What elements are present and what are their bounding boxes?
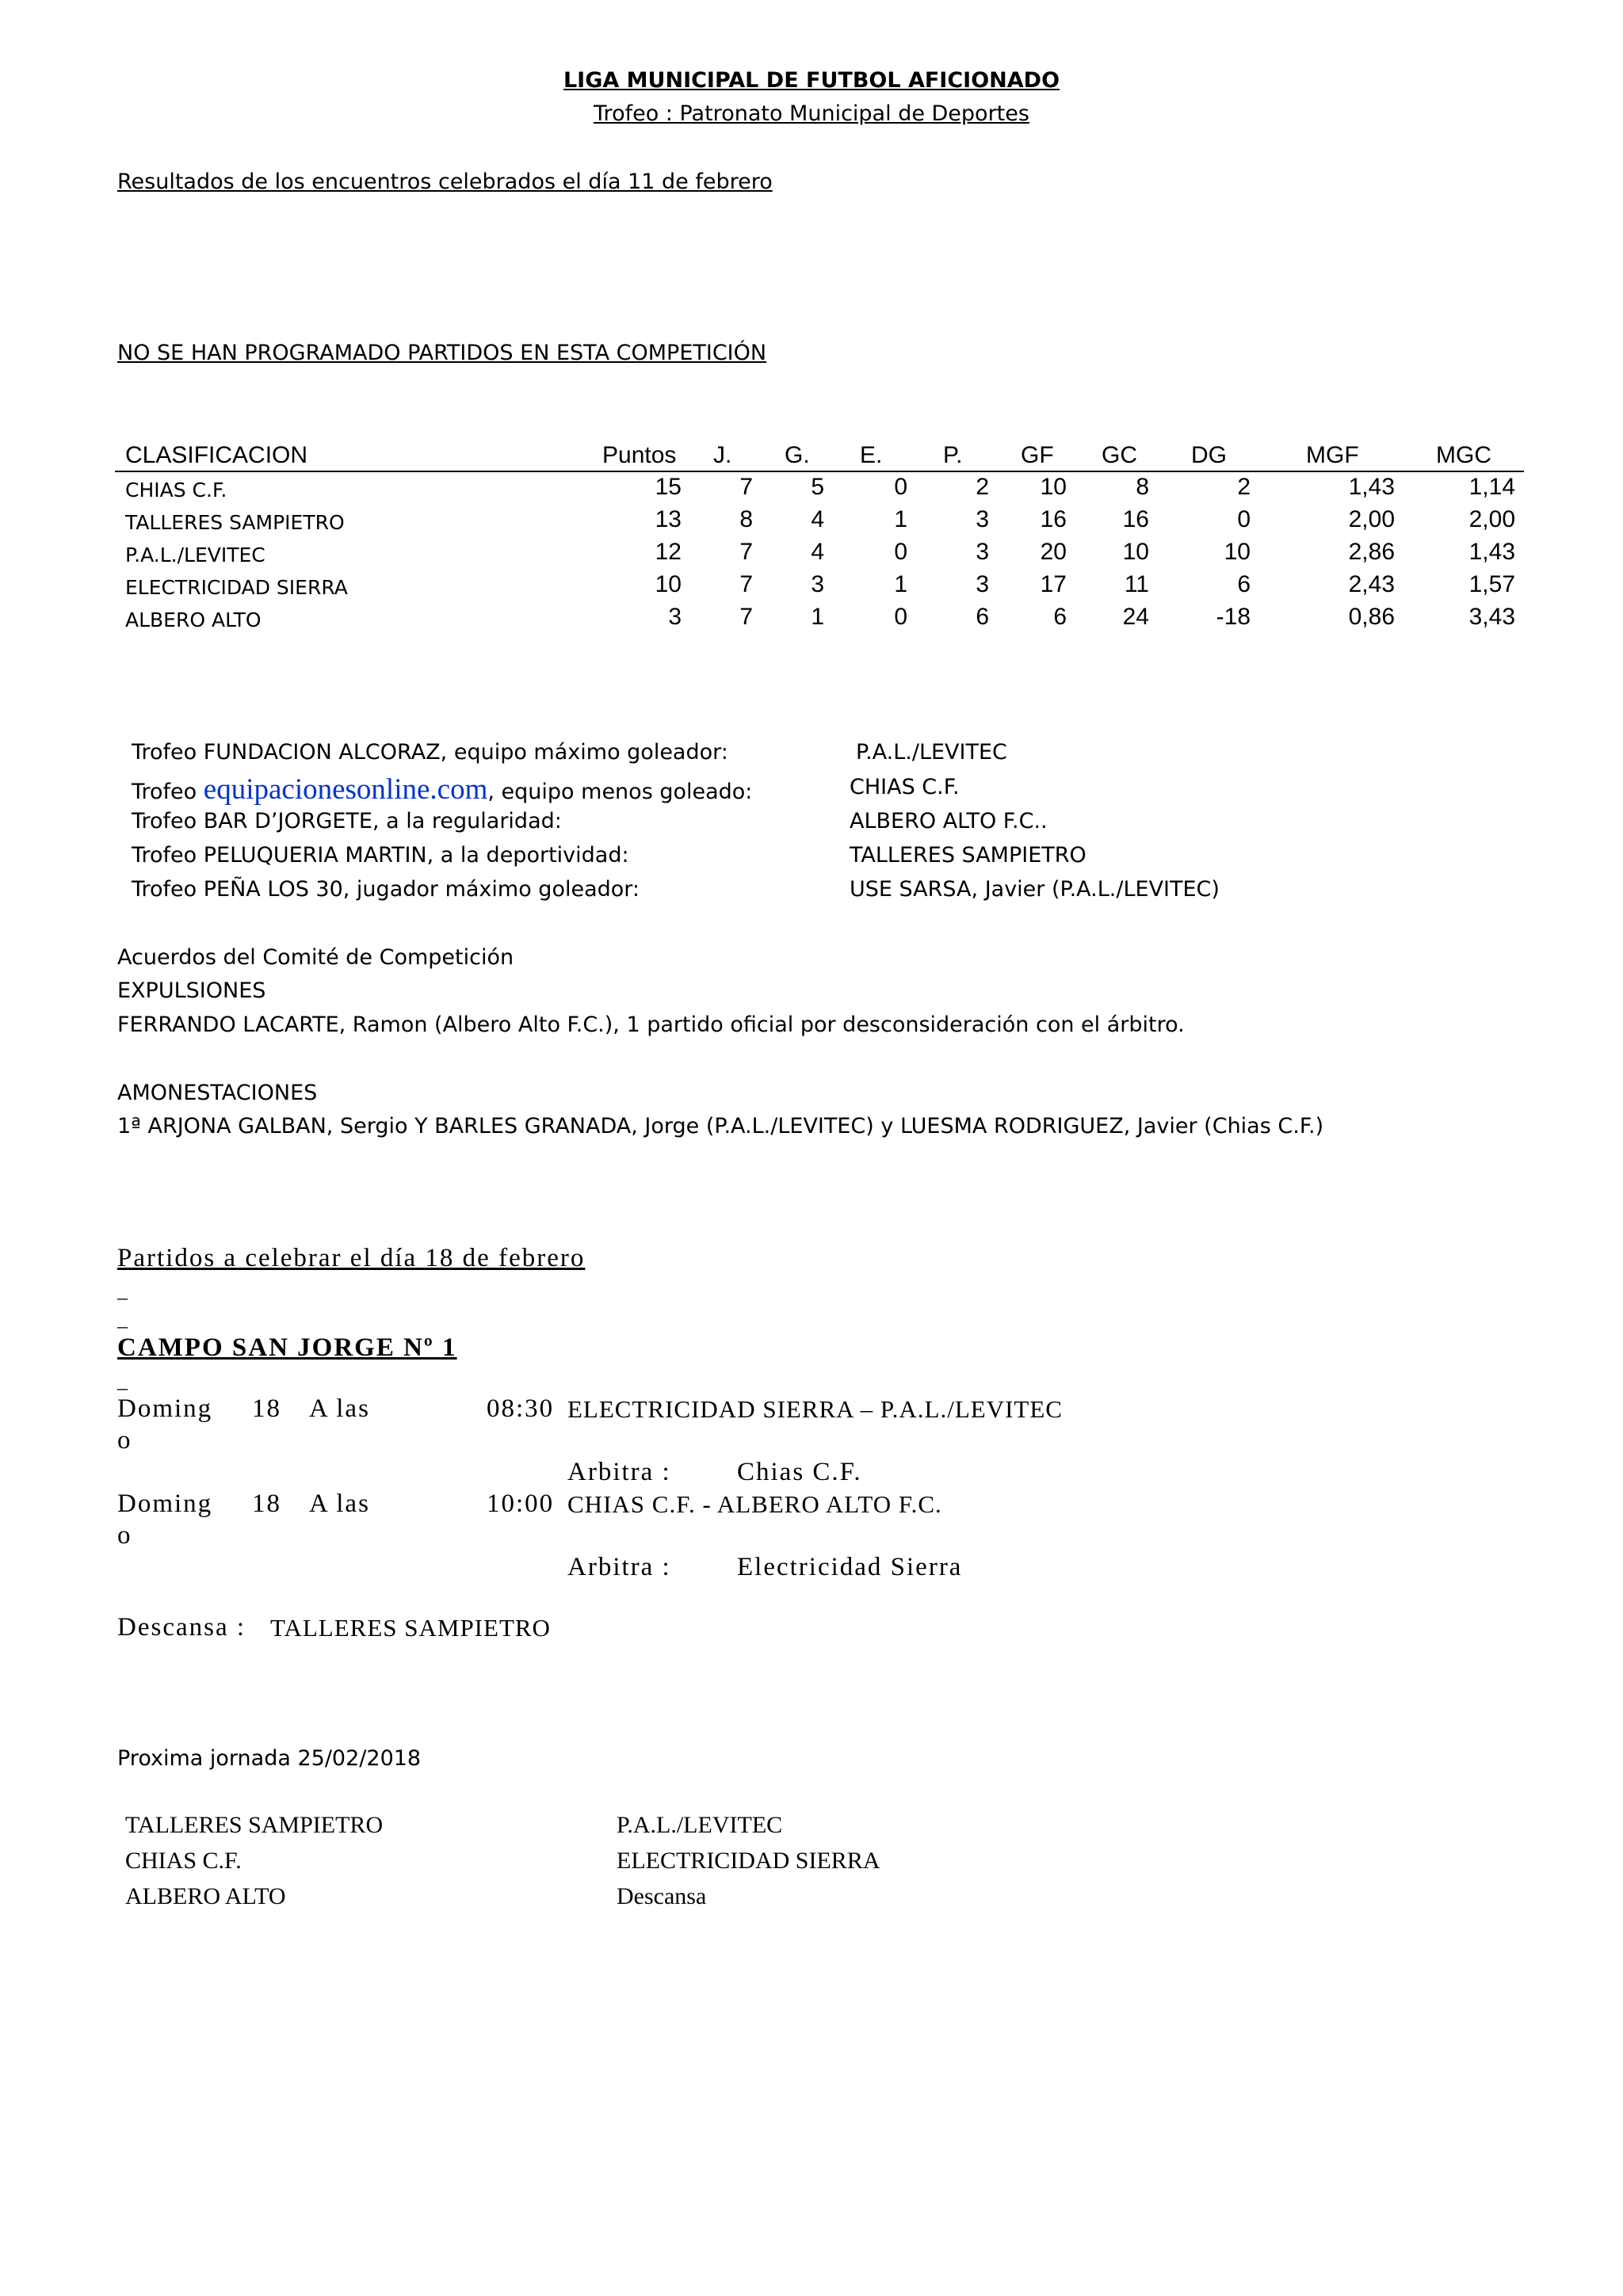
home-team: ALBERO ALTO: [125, 1883, 286, 1909]
expulsion-entry: FERRANDO LACARTE, Ramon (Albero Alto F.C.), 1 partido oficial por desconsideración con el árbitro.: [117, 1013, 1185, 1037]
col-header-j: J.: [713, 442, 732, 468]
match-teams: CHIAS C.F. - ALBERO ALTO F.C.: [567, 1490, 942, 1518]
cell-p: 3: [976, 571, 989, 597]
trophy-label: [132, 772, 752, 807]
schedule-title: Partidos a celebrar el día 18 de febrero: [117, 1244, 586, 1272]
referee-label: Arbitra :: [567, 1458, 671, 1486]
match-at: A las: [309, 1489, 370, 1518]
match-at: A las: [309, 1394, 370, 1423]
cell-j: 7: [739, 571, 753, 597]
warning-entry: 1ª ARJONA GALBAN, Sergio Y BARLES GRANADA, Jorge (P.A.L./LEVITEC) y LUESMA RODRIGUEZ, Javier (Chias C.F.): [117, 1114, 1324, 1138]
cell-p: 3: [976, 539, 989, 565]
warnings-title: AMONESTACIONES: [117, 1081, 318, 1105]
no-matches-notice: NO SE HAN PROGRAMADO PARTIDOS EN ESTA COMPETICIÓN: [117, 341, 767, 365]
team-name: CHIAS C.F.: [125, 479, 227, 502]
trophy-winner: ALBERO ALTO F.C..: [850, 809, 1048, 833]
cell-mgc: 1,43: [1468, 539, 1515, 565]
away-team: ELECTRICIDAD SIERRA: [617, 1848, 880, 1874]
cell-gf: 6: [1053, 604, 1067, 630]
col-header-clasificacion: CLASIFICACION: [125, 442, 308, 468]
rest-team: TALLERES SAMPIETRO: [270, 1614, 551, 1642]
cell-gc: 11: [1124, 571, 1149, 597]
trophy-label: Trofeo PEÑA LOS 30, jugador máximo goleador:: [132, 877, 640, 902]
team-name: TALLERES SAMPIETRO: [125, 511, 345, 534]
cell-mgc: 1,57: [1468, 571, 1515, 597]
referee-label: Arbitra :: [567, 1553, 671, 1581]
cell-j: 7: [739, 604, 753, 630]
match-day-cont: o: [117, 1521, 132, 1550]
table-header-rule: [115, 471, 1524, 472]
cell-g: 4: [811, 539, 824, 565]
referee-team: Electricidad Sierra: [737, 1553, 963, 1581]
col-header-e: E.: [860, 442, 883, 468]
cell-e: 1: [894, 506, 907, 532]
separator-dash: _: [117, 1307, 128, 1330]
match-time: 08:30: [487, 1394, 555, 1423]
match-day: Doming: [117, 1489, 213, 1518]
trophy-label: Trofeo PELUQUERIA MARTIN, a la deportividad:: [132, 843, 629, 868]
cell-p: 3: [976, 506, 989, 532]
col-header-puntos: Puntos: [602, 442, 677, 468]
cell-mgf: 0,86: [1348, 604, 1395, 630]
cell-mgf: 2,43: [1348, 571, 1395, 597]
match-teams: ELECTRICIDAD SIERRA – P.A.L./LEVITEC: [567, 1395, 1063, 1423]
cell-mgc: 1,14: [1468, 474, 1515, 500]
cell-dg: 10: [1224, 539, 1251, 565]
col-header-dg: DG: [1191, 442, 1227, 468]
away-team: Descansa: [617, 1883, 707, 1909]
cell-g: 1: [811, 604, 824, 630]
committee-title: Acuerdos del Comité de Competición: [117, 945, 514, 970]
col-header-mgf: MGF: [1306, 442, 1359, 468]
col-header-mgc: MGC: [1436, 442, 1491, 468]
cell-mgf: 2,00: [1348, 506, 1395, 532]
match-day-cont: o: [117, 1426, 132, 1455]
trophy-winner: CHIAS C.F.: [850, 775, 960, 799]
cell-puntos: 12: [655, 539, 682, 565]
cell-dg: 2: [1237, 474, 1251, 500]
separator-dash: _: [117, 1279, 128, 1302]
col-header-g: G.: [785, 442, 810, 468]
team-name: P.A.L./LEVITEC: [125, 543, 265, 566]
col-header-gc: GC: [1102, 442, 1137, 468]
cell-g: 5: [811, 474, 824, 500]
cell-g: 3: [811, 571, 824, 597]
results-heading: Resultados de los encuentros celebrados el día 11 de febrero: [117, 170, 773, 194]
cell-p: 6: [976, 604, 989, 630]
match-time: 10:00: [487, 1489, 555, 1518]
cell-puntos: 3: [668, 604, 682, 630]
trophy-label: Trofeo BAR D’JORGETE, a la regularidad:: [132, 809, 562, 833]
trophy-winner: TALLERES SAMPIETRO: [850, 843, 1086, 868]
venue-name: CAMPO SAN JORGE Nº 1: [117, 1333, 457, 1362]
cell-j: 7: [739, 474, 753, 500]
cell-gc: 24: [1122, 604, 1149, 630]
cell-gf: 20: [1040, 539, 1067, 565]
trophy-label-suffix: , equipo menos goleado:: [487, 780, 753, 804]
rest-label: Descansa :: [117, 1613, 246, 1642]
next-round-title: Proxima jornada 25/02/2018: [117, 1746, 422, 1771]
cell-j: 7: [739, 539, 753, 565]
expulsions-title: EXPULSIONES: [117, 978, 266, 1003]
trophy-winner: P.A.L./LEVITEC: [856, 740, 1007, 765]
cell-g: 4: [811, 506, 824, 532]
separator-dash: _: [117, 1369, 128, 1392]
cell-gc: 16: [1122, 506, 1149, 532]
cell-gc: 10: [1122, 539, 1149, 565]
cell-mgf: 2,86: [1348, 539, 1395, 565]
sponsor-link[interactable]: equipacionesonline.com: [203, 773, 488, 806]
trophy-label-prefix: Trofeo: [132, 780, 204, 804]
cell-gf: 16: [1040, 506, 1067, 532]
cell-e: 0: [894, 539, 907, 565]
cell-dg: 6: [1237, 571, 1251, 597]
team-name: ALBERO ALTO: [125, 608, 262, 631]
cell-puntos: 13: [655, 506, 682, 532]
col-header-gf: GF: [1021, 442, 1054, 468]
team-name: ELECTRICIDAD SIERRA: [125, 576, 348, 599]
cell-p: 2: [976, 474, 989, 500]
document-title: LIGA MUNICIPAL DE FUTBOL AFICIONADO: [563, 68, 1060, 93]
document-subtitle: Trofeo : Patronato Municipal de Deportes: [594, 101, 1029, 126]
match-date: 18: [252, 1394, 281, 1423]
cell-mgf: 1,43: [1348, 474, 1395, 500]
cell-dg: 0: [1237, 506, 1251, 532]
cell-e: 0: [894, 604, 907, 630]
cell-mgc: 2,00: [1468, 506, 1515, 532]
cell-gc: 8: [1136, 474, 1149, 500]
match-date: 18: [252, 1489, 281, 1518]
trophy-winner: USE SARSA, Javier (P.A.L./LEVITEC): [850, 877, 1220, 902]
cell-j: 8: [739, 506, 753, 532]
cell-puntos: 10: [655, 571, 682, 597]
cell-gf: 17: [1040, 571, 1067, 597]
referee-team: Chias C.F.: [737, 1458, 862, 1486]
col-header-p: P.: [943, 442, 963, 468]
away-team: P.A.L./LEVITEC: [617, 1812, 783, 1838]
trophy-label: Trofeo FUNDACION ALCORAZ, equipo máximo goleador:: [132, 740, 728, 765]
cell-gf: 10: [1040, 474, 1067, 500]
cell-puntos: 15: [655, 474, 682, 500]
home-team: CHIAS C.F.: [125, 1848, 242, 1874]
cell-mgc: 3,43: [1468, 604, 1515, 630]
home-team: TALLERES SAMPIETRO: [125, 1812, 384, 1838]
cell-e: 1: [894, 571, 907, 597]
match-day: Doming: [117, 1394, 213, 1423]
cell-e: 0: [894, 474, 907, 500]
cell-dg: -18: [1216, 604, 1251, 630]
